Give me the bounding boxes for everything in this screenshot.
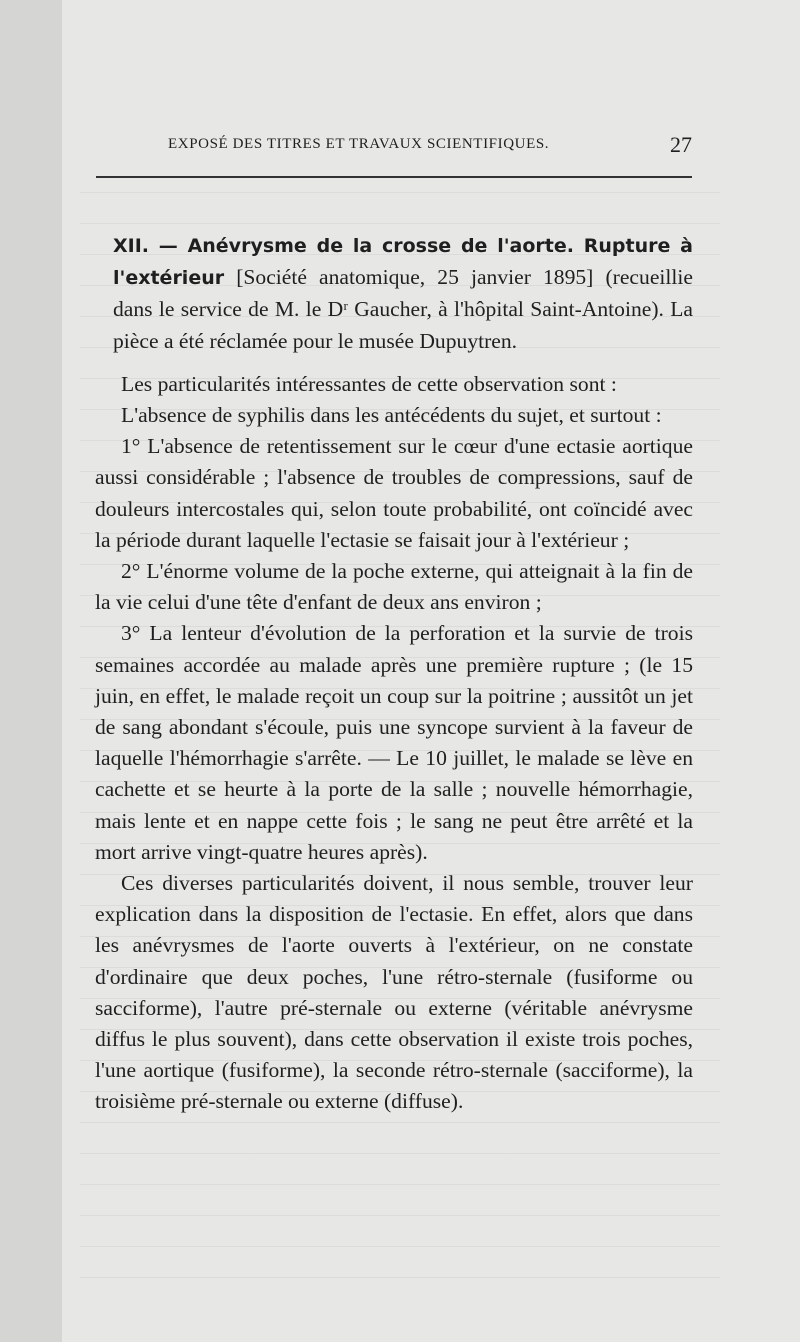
page-number: 27 [670,132,692,157]
running-title: EXPOSÉ DES TITRES ET TRAVAUX SCIENTIFIQUES. [168,136,550,152]
header-rule [96,176,692,178]
page-header [96,132,692,156]
paragraph-1: Les particularités intéressantes de cette observation sont : [121,371,617,396]
page-left-margin-shadow [0,0,62,1342]
paragraph-6: Ces diverses particularités doivent, il nous semble, trouver leur explication dans la disposition de l'ectasie. En effet, alors que dans les anévrysmes de l'aorte ouverts à l'extérieur, on ne constate d'ordinaire que deux poches, l'une rétro-sternale (fusiforme ou sacciforme), l'autre pré-sternale ou externe (véritable anévrysme diffus le plus souvent), dans cette observation il existe trois poches, l'une aortique (fusiforme), la seconde rétro-sternale (sacciforme), la troisième pré-sternale ou externe (diffuse). [95,871,693,1114]
paragraph-2: L'absence de syphilis dans les antécédents du sujet, et surtout : [121,403,662,428]
section-xii-entry [95,230,693,357]
page-body [95,230,693,1118]
section-heading-details: [Société anatomique, 25 janvier 1895] (recueillie dans le service de M. le Dʳ Gaucher, à l'hôpital Saint-Antoine). La pièce a été réclamée pour le musée Dupuytren. [113,265,693,353]
paragraph-3: 1° L'absence de retentissement sur le cœur d'une ectasie aortique aussi considérable ; l'absence de troubles de compressions, sauf de douleurs intercostales qui, selon toute probabilité, ont coïncidé avec la période durant laquelle l'ectasie se faisait jour à l'extérieur ; [95,434,693,552]
paragraph-4: 2° L'énorme volume de la poche externe, qui atteignait à la fin de la vie celui d'une tête d'enfant de deux ans environ ; [95,559,693,615]
paragraph-5: 3° La lenteur d'évolution de la perforation et la survie de trois semaines accordée au malade après une première rupture ; (le 15 juin, en effet, le malade reçoit un coup sur la poitrine ; aussitôt un jet de sang abondant s'écoule, puis une syncope survient à la faveur de laquelle l'hémorrhagie s'arrête. — Le 10 juillet, le malade se lève en cachette et se heurte à la porte de la salle ; nouvelle hémorrhagie, mais lente et en nappe cette fois ; le sang ne peut être arrêté et la mort arrive vingt-quatre heures après). [95,621,693,864]
section-heading: XII. — Anévrysme de la crosse de l'aorte. Rupture à l'extérieur [113,235,693,290]
